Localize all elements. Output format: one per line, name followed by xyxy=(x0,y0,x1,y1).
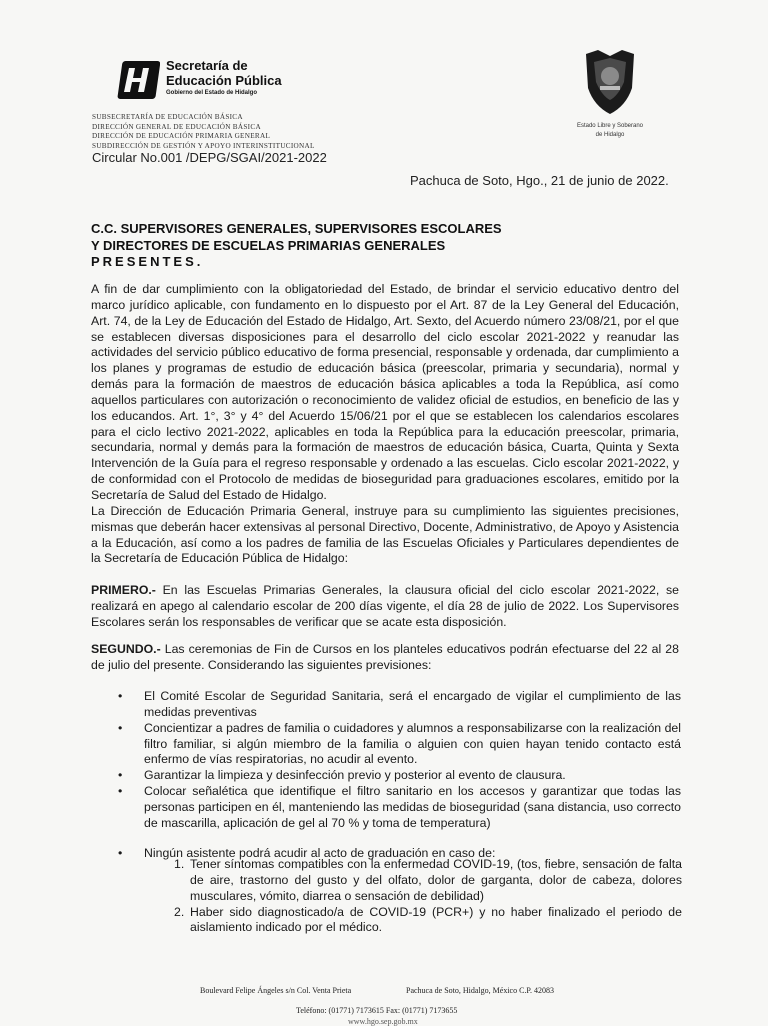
department-line: SUBSECRETARÍA DE EDUCACIÓN BÁSICA xyxy=(92,113,243,121)
department-line: DIRECCIÓN GENERAL DE EDUCACIÓN BÁSICA xyxy=(92,122,261,131)
item-text: Haber sido diagnosticado/a de COVID-19 (PCR+) y no haber finalizado el periodo de aislamiento indicado por el médico. xyxy=(190,904,682,935)
list-item: • Colocar señalética que identifique el filtro sanitario en los accesos y garantizar que todas las personas participen en él, manteniendo las medidas de bioseguridad (sana distancia, uso correcto de mascarilla, aplicación de gel al 70 % y toma de temperatura) xyxy=(116,784,681,832)
item-number: 2. xyxy=(174,904,185,919)
sep-h-logo-icon xyxy=(116,58,160,102)
paragraph-legal-basis: A fin de dar cumplimiento con la obligatoriedad del Estado, de brindar el servicio educativo dentro del marco jurídico aplicable, con fundamento en lo dispuesto por el Art. 87 de la Ley General del Educación, Art. 74, de la Ley de Educación del Estado de Hidalgo, Art. Sexto, del Acuerdo número 23/08/21, por el que se establecen diversas disposiciones para el desarrollo del ciclo escolar 2021-2022 y reanudar las actividades del servicio público educativo de forma presencial, responsable y ordenada, dar cumplimiento a los planes y programas de estudio de educación básica (preescolar, primaria y secundaria), normal y demás para la formación de maestros de educación básica aplicables a toda la República, así como aquellos particulares con autorización o reconocimiento de validez oficial de estudios, en beneficio de las y los educandos. Art. 1°, 3° y 4° del Acuerdo 15/06/21 por el que se establecen los calendarios escolares para el ciclo lectivo 2021-2022, aplicables en toda la República para la educación preescolar, primaria, secundaria, normal y demás para la formación de maestros de educación básica, Cuarta, Quinta y Sexta Intervención de la Guía para el regreso responsable y ordenado a las escuelas. Ciclo escolar 2021-2022, y de conformidad con el Protocolo de medidas de bioseguridad para graduaciones escolares, emitido por la Secretaría de Salud del Estado de Hidalgo. xyxy=(91,282,679,502)
department-line: SUBDIRECCIÓN DE GESTIÓN Y APOYO INTERINSTITUCIONAL xyxy=(92,141,315,150)
section-segundo xyxy=(91,642,679,674)
list-item: • Garantizar la limpieza y desinfección previo y posterior al evento de clausura. xyxy=(116,768,681,784)
crest-label-line2: de Hidalgo xyxy=(595,132,625,138)
addressee-line2: Y DIRECTORES DE ESCUELAS PRIMARIAS GENERALES xyxy=(91,237,446,253)
item-number: 1. xyxy=(174,857,185,871)
addressee-line1: C.C. SUPERVISORES GENERALES, SUPERVISORES ESCOLARES xyxy=(91,221,502,236)
list-item: • El Comité Escolar de Seguridad Sanitaria, será el encargado de vigilar el cumplimiento de las medidas preventivas xyxy=(116,689,681,721)
state-crest xyxy=(575,48,645,139)
list-item xyxy=(174,905,682,937)
footer-phone: Teléfono: (01771) 7173615 Fax: (01771) 7173655 xyxy=(296,1006,458,1015)
primero-label: PRIMERO.- xyxy=(91,583,156,597)
crest-label-line1: Estado Libre y Soberano xyxy=(576,123,644,129)
org-subtitle: Gobierno del Estado de Hidalgo xyxy=(166,90,258,96)
list-item xyxy=(174,857,682,905)
department-list xyxy=(92,113,315,151)
org-title-line2: Educación Pública xyxy=(166,73,282,88)
section-primero xyxy=(91,583,679,631)
intro-paragraphs xyxy=(91,282,679,567)
list-item: • Concientizar a padres de familia o cuidadores y alumnos a responsabilizarse con la realización del filtro familiar, si algún miembro de la familia o alguien con quien hayan tenido contacto está enfermo de vías respiratorias, no acudir al evento. xyxy=(116,721,681,769)
measures-list xyxy=(116,689,681,861)
footer-address: Boulevard Felipe Ángeles s/n Col. Venta Prieta xyxy=(200,986,352,995)
footer-city: Pachuca de Soto, Hidalgo, México C.P. 42083 xyxy=(406,986,554,995)
paragraph-instructions: La Dirección de Educación Primaria General, instruye para su cumplimiento las siguientes precisiones, mismas que deberán hacer extensivas al personal Directivo, Docente, Administrativo, de Apoyo y Asistencia a la Educación, así como a los padres de familia de las Escuelas Oficiales y Particulares dependientes de la Secretaría de Educación Pública de Hidalgo: xyxy=(91,503,679,566)
list-item: • Ningún asistente podrá acudir al acto de graduación en caso de: xyxy=(116,846,681,862)
addressee-block xyxy=(91,221,502,271)
sep-logo-block xyxy=(116,58,282,102)
letter-date: Pachuca de Soto, Hgo., 21 de junio de 2022. xyxy=(410,173,669,188)
segundo-label: SEGUNDO.- xyxy=(91,642,161,656)
addressee-presentes: PRESENTES. xyxy=(91,254,204,269)
segundo-text: Las ceremonias de Fin de Cursos en los planteles educativos podrán efectuarse del 22 al 28 de julio del presente. Considerando las siguientes previsiones: xyxy=(91,642,679,672)
exclusion-criteria-list xyxy=(174,857,682,936)
item-text: Tener síntomas compatibles con la enfermedad COVID-19, (tos, fiebre, sensación de falta de aire, trastorno del gusto y del olfato, dolor de garganta, dolor de cabeza, dolores musculares, vómito, diarrea o sensación de debilidad) xyxy=(190,857,682,903)
hidalgo-crest-icon xyxy=(580,48,640,116)
footer-website: www.hgo.sep.gob.mx xyxy=(348,1017,418,1026)
org-title-line1: Secretaría de xyxy=(166,58,248,73)
department-line: DIRECCIÓN DE EDUCACIÓN PRIMARIA GENERAL xyxy=(92,132,271,141)
circular-number: Circular No.001 /DEPG/SGAI/2021-2022 xyxy=(92,150,327,165)
primero-text: En las Escuelas Primarias Generales, la clausura oficial del ciclo escolar 2021-2022, se realizará en apego al calendario escolar de 200 días vigente, el día 28 de julio de 2022. Los Supervisores Escolares serán los responsables de verificar que se acate esta disposición. xyxy=(91,583,679,629)
